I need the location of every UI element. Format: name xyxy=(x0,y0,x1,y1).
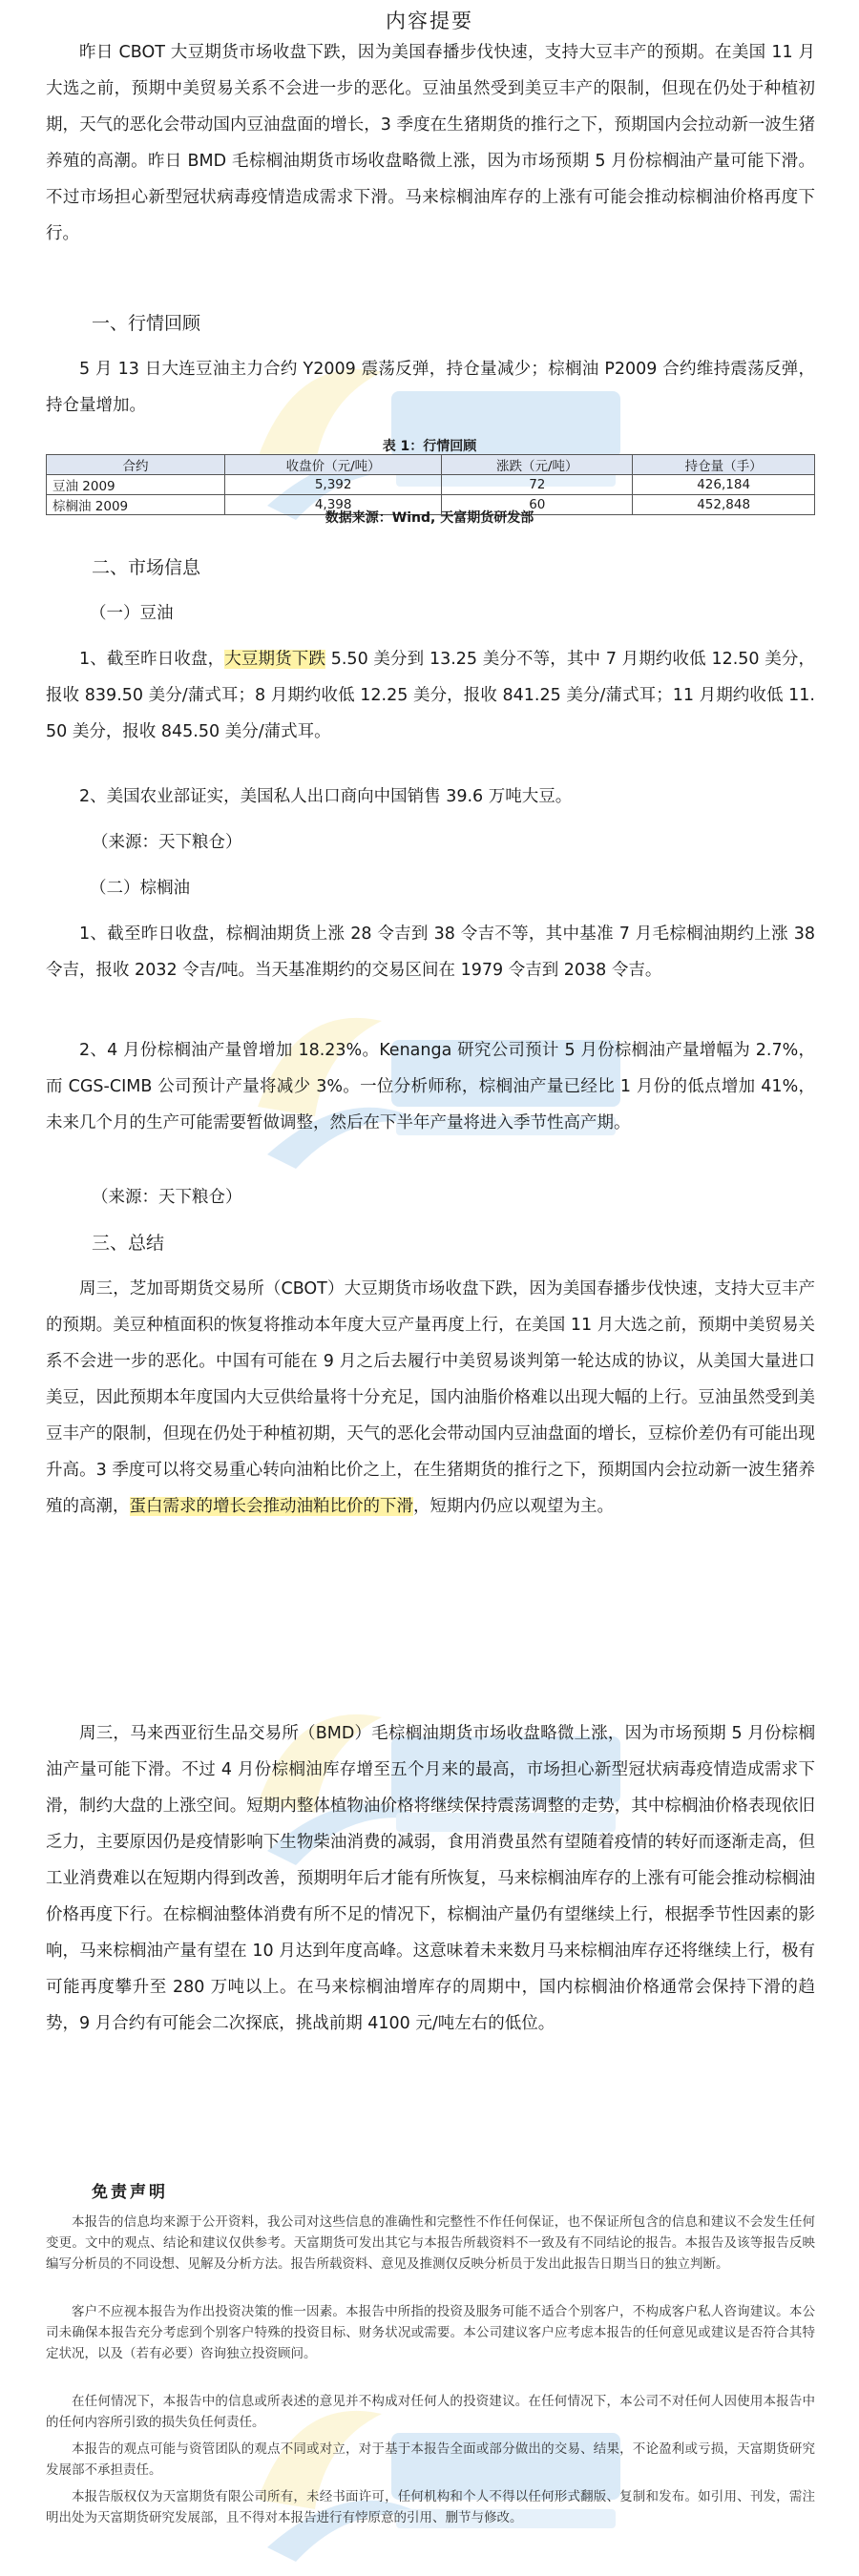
palm-source: （来源：天下粮仓） xyxy=(92,1188,242,1207)
subheading-soybean-oil: （一）豆油 xyxy=(90,604,174,623)
cell-close-price: 4,398 xyxy=(224,495,441,515)
cell-contract: 棕榈油 2009 xyxy=(47,495,225,515)
cell-change: 72 xyxy=(442,475,633,495)
disclaimer-title: 免责声明 xyxy=(92,2183,168,2202)
summary-p1-text: 周三，芝加哥期货交易所（CBOT）大豆期货市场收盘下跌，因为美国春播步伐快速，支持大豆丰产的预期。美豆种植面积的恢复将推动本年度大豆产量再度上行，在美国 11 月大选之前，预期中美贸易关系不会进一步的恶化。中国有可能在 9 月之后去履行中美贸易谈判第一轮达成的协议，从美国大量进口美豆，因此预期本年度国内大豆供给量将十分充足，国内油脂价格难以出现大幅的上行。豆油虽然受到美豆丰产的限制，但现在仍处于种植初期，天气的恶化会带动国内豆油盘面的增长，豆棕价差仍有可能出现升高。3 季度可以将交易重心转向油粕比价之上，在生猪期货的推行之下，预期国内会拉动新一波生猪养殖的高潮， xyxy=(46,1279,815,1516)
cell-open-interest: 452,848 xyxy=(633,495,815,515)
header-contract: 合约 xyxy=(47,455,225,475)
summary-p1-text: ，短期内仍应以观望为主。 xyxy=(413,1497,614,1516)
cell-close-price: 5,392 xyxy=(224,475,441,495)
disclaimer-paragraph: 客户不应视本报告为作出投资决策的惟一因素。本报告中所指的投资及服务可能不适合个别客户，不构成客户私人咨询建议。本公司未确保本报告充分考虑到个别客户特殊的投资目标、财务状况或需要。本公司建议客户应考虑本报告的任何意见或建议是否符合其特定状况，以及（若有必要）咨询独立投资顾问。 xyxy=(46,2304,815,2361)
table-header-row xyxy=(47,455,815,475)
soy-p1-text: 1、截至昨日收盘， xyxy=(79,650,225,669)
summary-palm-paragraph: 周三，马来西亚衍生品交易所（BMD）毛棕榈油期货市场收盘略微上涨，因为市场预期 5 月份棕榈油产量可能下滑。不过 4 月份棕榈油库存增至五个月来的最高，市场担心新型冠状病毒疫情造成需求下滑，制约大盘的上涨空间。短期内整体植物油价格将继续保持震荡调整的走势，其中棕榈油价格表现依旧乏力，主要原因仍是疫情影响下生物柴油消费的减弱，食用消费虽然有望随着疫情的转好而逐渐走高，但工业消费难以在短期内得到改善，预期明年后才能有所恢复，马来棕榈油库存的上涨有可能会推动棕榈油价格再度下行。在棕榈油整体消费有所不足的情况下，棕榈油产量仍有望继续上行，根据季节性因素的影响，马来棕榈油产量有望在 10 月达到年度高峰。这意味着未来数月马来棕榈油库存还将继续上行，极有可能再度攀升至 280 万吨以上。在马来棕榈油增库存的周期中，国内棕榈油价格通常会保持下滑的趋势，9 月合约有可能会二次探底，挑战前期 4100 元/吨左右的低位。 xyxy=(46,1724,815,2033)
soy-p1-text: 5.50 美分到 13.25 美分不等，其中 7 月期约收低 12.50 美分，报收 839.50 美分/蒲式耳；8 月期约收低 12.25 美分，报收 841.25 美分/蒲式耳；11 月期约收低 11.50 美分，报收 845.50 美分/蒲式耳。 xyxy=(46,650,815,741)
table-caption: 表 1：行情回顾 xyxy=(382,439,477,454)
section-heading-summary: 三、总结 xyxy=(92,1233,165,1254)
palm-info-paragraph-2: 2、4 月份棕榈油产量曾增加 18.23%。Kenanga 研究公司预计 5 月份棕榈油产量增幅为 2.7%，而 CGS-CIMB 公司预计产量将减少 3%。一位分析师称，棕榈油产量已经比 1 月份的低点增加 41%，未来几个月的生产可能需要暂做调整，然后在下半年产量将进入季节性高产期。 xyxy=(46,1041,815,1132)
cell-contract: 豆油 2009 xyxy=(47,475,225,495)
market-review-paragraph: 5 月 13 日大连豆油主力合约 Y2009 震荡反弹，持仓量减少；棕榈油 P2009 合约维持震荡反弹，持仓量增加。 xyxy=(46,360,815,415)
disclaimer-paragraph: 本报告的信息均来源于公开资料，我公司对这些信息的准确性和完整性不作任何保证，也不保证所包含的信息和建议不会发生任何变更。文中的观点、结论和建议仅供参考。天富期货可发出其它与本报告所载资料不一致及有不同结论的报告。本报告及该等报告反映编写分析员的不同设想、见解及分析方法。报告所载资料、意见及推测仅反映分析员于发出此报告日期当日的独立判断。 xyxy=(46,2214,815,2272)
soy-info-paragraph-1 xyxy=(46,641,815,750)
header-close-price: 收盘价（元/吨） xyxy=(224,455,441,475)
subheading-palm-oil: （二）棕榈油 xyxy=(90,879,190,898)
disclaimer-paragraph: 本报告的观点可能与资管团队的观点不同或对立，对于基于本报告全面或部分做出的交易、结果，不论盈利或亏损，天富期货研究发展部不承担责任。 xyxy=(46,2441,815,2478)
cell-open-interest: 426,184 xyxy=(633,475,815,495)
page-title: 内容提要 xyxy=(386,10,473,32)
highlighted-text: 蛋白需求的增长会推动油粕比价的下滑 xyxy=(129,1497,413,1516)
market-review-table xyxy=(46,454,815,515)
table-row xyxy=(47,475,815,495)
soy-info-paragraph-2: 2、美国农业部证实，美国私人出口商向中国销售 39.6 万吨大豆。 xyxy=(79,787,573,806)
cell-change: 60 xyxy=(442,495,633,515)
highlighted-text: 大豆期货下跌 xyxy=(224,650,326,669)
table-source: 数据来源：Wind, 天富期货研发部 xyxy=(325,510,534,526)
section-heading-market-info: 二、市场信息 xyxy=(92,557,201,578)
section-heading-market-review: 一、行情回顾 xyxy=(92,313,201,334)
header-change: 涨跌（元/吨） xyxy=(442,455,633,475)
summary-paragraph: 昨日 CBOT 大豆期货市场收盘下跌，因为美国春播步伐快速，支持大豆丰产的预期。在美国 11 月大选之前，预期中美贸易关系不会进一步的恶化。豆油虽然受到美豆丰产的限制，但现在仍处于种植初期，天气的恶化会带动国内豆油盘面的增长，3 季度在生猪期货的推行之下，预期国内会拉动新一波生猪养殖的高潮。昨日 BMD 毛棕榈油期货市场收盘略微上涨，因为市场预期 5 月份棕榈油产量可能下滑。不过市场担心新型冠状病毒疫情造成需求下滑。马来棕榈油库存的上涨有可能会推动棕榈油价格再度下行。 xyxy=(46,43,815,243)
summary-soy-paragraph xyxy=(46,1271,815,1525)
disclaimer-paragraph: 在任何情况下，本报告中的信息或所表述的意见并不构成对任何人的投资建议。在任何情况下，本公司不对任何人因使用本报告中的任何内容所引致的损失负任何责任。 xyxy=(46,2394,815,2430)
disclaimer-paragraph: 本报告版权仅为天富期货有限公司所有，未经书面许可，任何机构和个人不得以任何形式翻版、复制和发布。如引用、刊发，需注明出处为天富期货研究发展部，且不得对本报告进行有悖原意的引用、删节与修改。 xyxy=(46,2489,815,2525)
header-open-interest: 持仓量（手） xyxy=(633,455,815,475)
soy-source: （来源：天下粮仓） xyxy=(92,833,242,852)
palm-info-paragraph-1: 1、截至昨日收盘，棕榈油期货上涨 28 令吉到 38 令吉不等，其中基准 7 月毛棕榈油期约上涨 38 令吉，报收 2032 令吉/吨。当天基准期约的交易区间在 1979 令吉到 2038 令吉。 xyxy=(46,924,815,980)
